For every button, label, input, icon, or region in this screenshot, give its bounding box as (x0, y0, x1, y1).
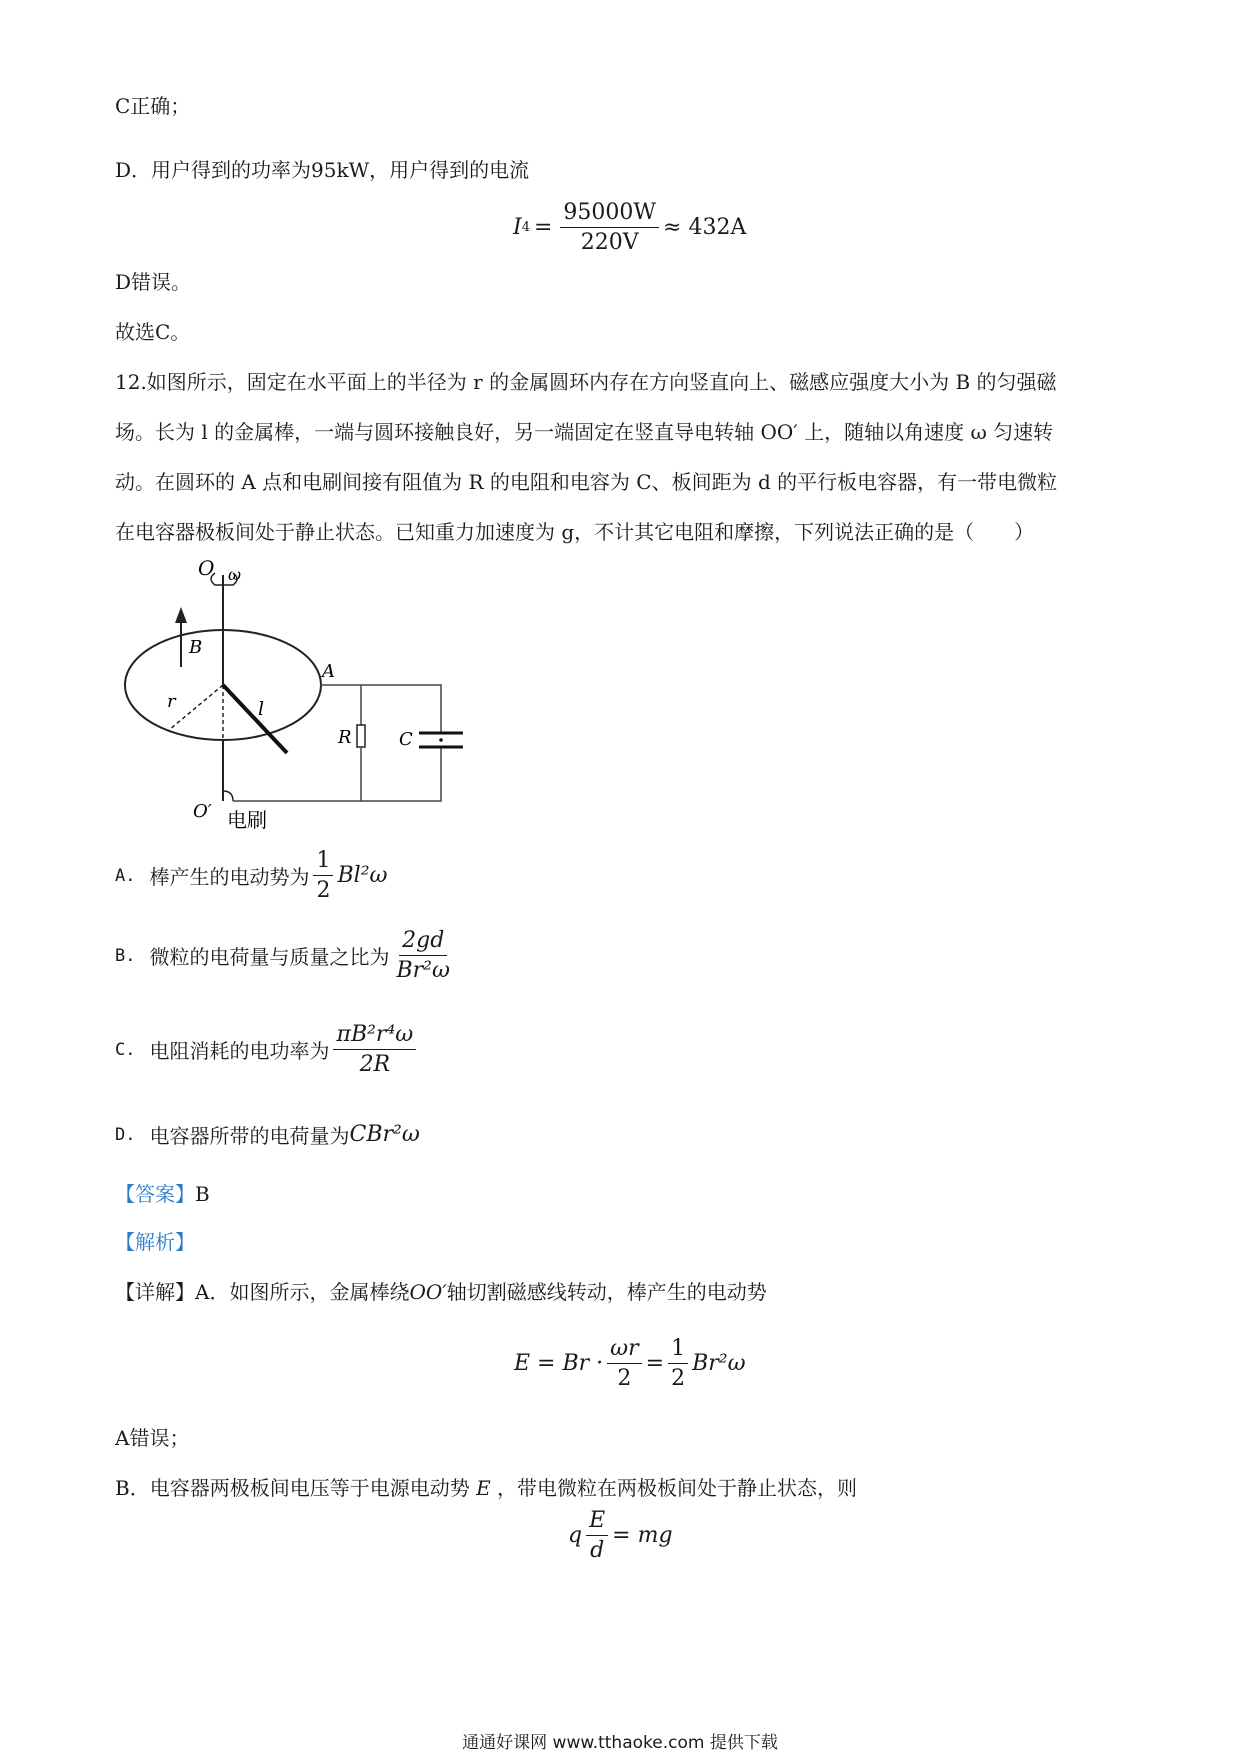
option-c-text: 电阻消耗的电功率为 (149, 1039, 330, 1064)
line-b-text-tail: ，带电微粒在两极板间处于静止状态，则 (497, 1476, 858, 1500)
formula-e-lhs: E = Br · (514, 1351, 604, 1377)
option-b-letter: B. (115, 945, 136, 966)
analysis-line (115, 1228, 195, 1256)
formula-e-rhs: Br²ω (692, 1351, 746, 1377)
formula-e (514, 1336, 746, 1392)
formula-q-lhs: q (568, 1523, 583, 1549)
detail-text-tail: 轴切割磁感线转动，棒产生的电动势 (446, 1280, 767, 1304)
analysis-label: 【解析】 (115, 1230, 195, 1254)
formula-e-num2: 1 (668, 1336, 688, 1364)
b-arrow-head-icon (175, 607, 187, 623)
line-d-text: D．用户得到的功率为95kW，用户得到的电流 (115, 158, 530, 182)
line-a-wrong: A错误； (115, 1426, 190, 1450)
option-b-text: 微粒的电荷量与质量之比为 (149, 945, 390, 970)
option-c-letter: C. (115, 1039, 136, 1060)
formula-i4: I 4 = $\frac{95000W}{220V}$ ≈ 432A (513, 200, 747, 256)
detail-line (115, 1278, 767, 1306)
option-c (115, 1022, 420, 1078)
detail-label: 【详解】 (115, 1280, 195, 1304)
question-line-2: 场。长为 l 的金属棒，一端与圆环接触良好，另一端固定在竖直导电转轴 OO′ 上，随轴以角速度 ω 匀速转 (115, 420, 1054, 444)
option-a-letter: A. (115, 865, 136, 886)
metal-rod (223, 685, 287, 753)
answer-line (115, 1180, 210, 1208)
option-a-expr: Bl²ω (337, 863, 388, 889)
option-d-expr: CBr²ω (349, 1122, 420, 1147)
label-o-prime: O′ (193, 801, 212, 822)
question-line-4: 在电容器极板间处于静止状态。已知重力加速度为 g，不计其它电阻和摩擦，下列说法正确的是（ ） (115, 520, 1035, 544)
question-12 (115, 357, 1125, 557)
option-d-letter: D. (115, 1124, 136, 1145)
option-a (115, 848, 387, 904)
option-a-num: 1 (313, 848, 333, 876)
option-a-text: 棒产生的电动势为 (149, 865, 310, 890)
line-b-text-head: B．电容器两极板间电压等于电源电动势 (115, 1476, 470, 1500)
resistor (357, 725, 365, 747)
formula-q-den: d (590, 1538, 605, 1564)
detail-text: A．如图所示，金属棒绕 (195, 1280, 410, 1304)
option-d (115, 1120, 420, 1149)
detail-axis: OO′ (409, 1280, 447, 1304)
question-line-1: 12.如图所示，固定在水平面上的半径为 r 的金属圆环内存在方向竖直向上、磁感应强度大小为 B 的匀强磁 (115, 370, 1057, 394)
line-choose: 故选C。 (115, 320, 191, 344)
question-line-3: 动。在圆环的 A 点和电刷间接有阻值为 R 的电阻和电容为 C、板间距为 d 的平行板电容器，有一带电微粒 (115, 470, 1058, 494)
footer: 通通好课网 www.tthaoke.com 提供下载 (462, 1733, 778, 1753)
label-r-small: r (167, 691, 176, 712)
formula-q-num: E (586, 1508, 608, 1536)
option-c-num: πB²r⁴ω (333, 1022, 416, 1050)
formula-e-den2: 2 (671, 1366, 686, 1392)
option-a-den: 2 (316, 878, 331, 904)
formula-e-den1: 2 (617, 1366, 632, 1392)
answer-value: B (195, 1182, 210, 1206)
formula-q-rhs: = mg (612, 1523, 673, 1549)
label-b: B (189, 637, 203, 658)
radius-dashed (169, 685, 223, 730)
formula-i4-lhs: I (513, 215, 522, 241)
label-brush: 电刷 (227, 808, 267, 832)
line-d-wrong: D错误。 (115, 270, 192, 294)
line-c-correct: C正确； (115, 94, 191, 118)
formula-e-eq: = (645, 1351, 665, 1377)
question-diagram (115, 555, 515, 845)
label-a: A (322, 661, 335, 682)
formula-i4-num: 95000W (560, 200, 659, 228)
option-b-num: 2gd (399, 928, 447, 956)
charged-particle (439, 738, 443, 742)
label-omega: ω (228, 565, 242, 584)
symbol-e: E (476, 1476, 491, 1500)
label-o: O (198, 556, 215, 580)
wire-bottom (233, 747, 441, 801)
formula-i4-den: 220V (580, 230, 639, 256)
label-c: C (399, 729, 413, 750)
label-l: l (258, 698, 265, 720)
formula-e-num1: ωr (607, 1336, 641, 1364)
label-r: R (338, 727, 352, 748)
option-b (115, 928, 457, 984)
brush-contact (223, 791, 233, 801)
option-d-text: 电容器所带的电荷量为 (149, 1124, 350, 1148)
formula-i4-sub: 4 (521, 220, 530, 236)
formula-q (568, 1508, 673, 1564)
formula-i4-rhs: ≈ 432A (663, 215, 747, 241)
option-b-den: Br²ω (396, 958, 450, 984)
wire-top (320, 685, 441, 733)
answer-label: 【答案】 (115, 1182, 195, 1206)
option-c-den: 2R (359, 1052, 391, 1078)
line-b-text (115, 1474, 857, 1502)
